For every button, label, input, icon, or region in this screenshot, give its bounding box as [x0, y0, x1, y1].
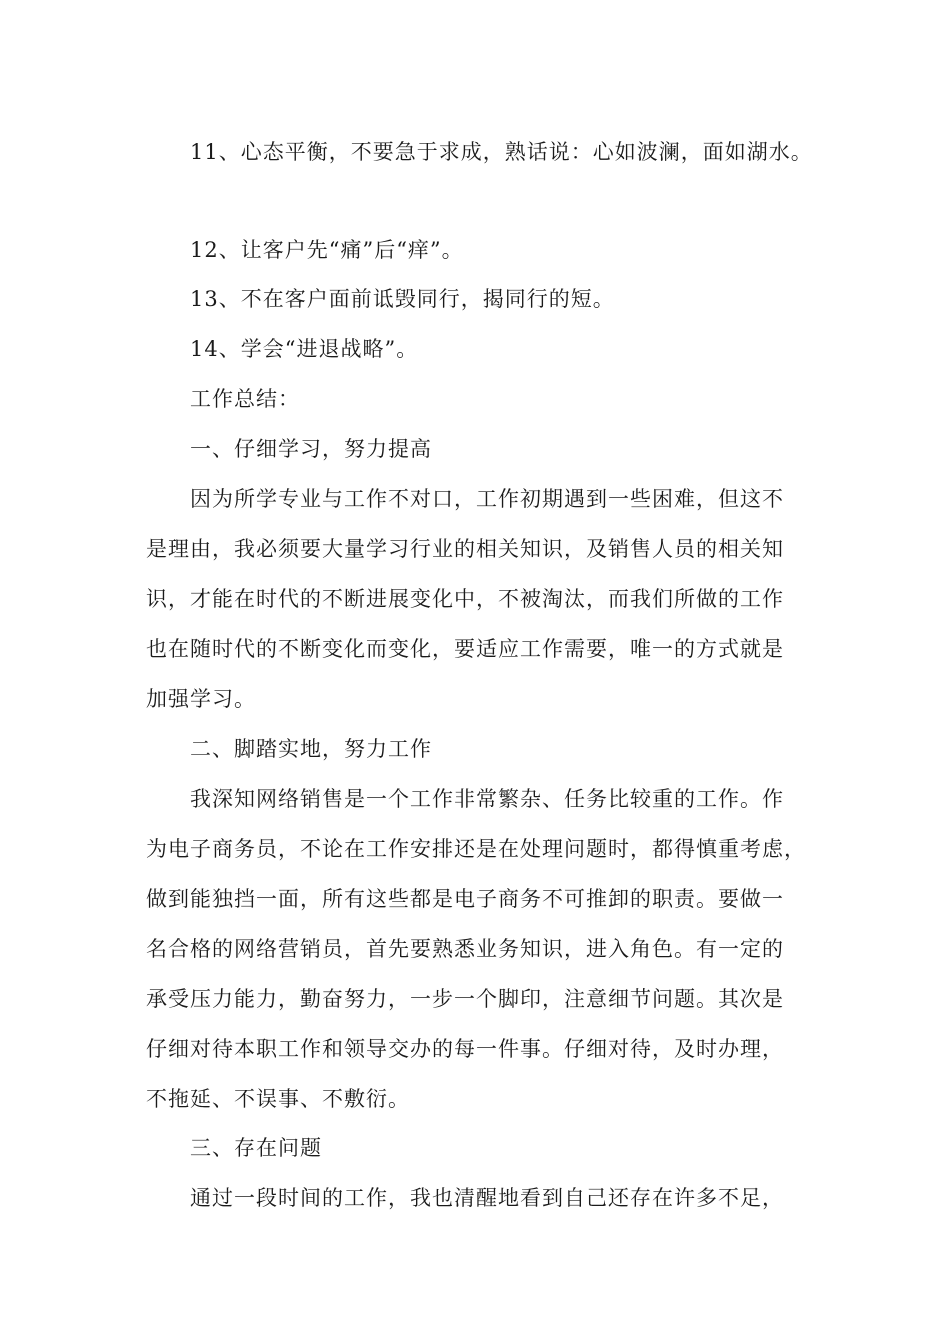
- section-heading-2: 二、脚踏实地，努力工作: [190, 737, 432, 761]
- paragraph-line: 名合格的网络营销员，首先要熟悉业务知识，进入角色。有一定的: [146, 937, 784, 961]
- list-item-13: 13、不在客户面前诋毁同行，揭同行的短。: [190, 287, 615, 311]
- paragraph-line: 为电子商务员，不论在工作安排还是在处理问题时，都得慎重考虑，: [146, 837, 806, 861]
- paragraph-line: 是理由，我必须要大量学习行业的相关知识，及销售人员的相关知: [146, 537, 784, 561]
- paragraph-line: 不拖延、不误事、不敷衍。: [146, 1087, 410, 1111]
- section-heading-3: 三、存在问题: [190, 1136, 322, 1160]
- paragraph-line: 通过一段时间的工作，我也清醒地看到自己还存在许多不足，: [190, 1186, 784, 1210]
- list-item-12: 12、让客户先“痛”后“痒”。: [190, 238, 464, 262]
- paragraph-line: 也在随时代的不断变化而变化，要适应工作需要，唯一的方式就是: [146, 637, 784, 661]
- list-item-14: 14、学会“进退战略”。: [190, 337, 419, 361]
- section-heading-1: 一、仔细学习，努力提高: [190, 437, 432, 461]
- paragraph-line: 承受压力能力，勤奋努力，一步一个脚印，注意细节问题。其次是: [146, 987, 784, 1011]
- paragraph-line: 因为所学专业与工作不对口，工作初期遇到一些困难，但这不: [190, 487, 784, 511]
- paragraph-line: 做到能独挡一面，所有这些都是电子商务不可推卸的职责。要做一: [146, 887, 784, 911]
- section-heading-summary: 工作总结：: [190, 387, 300, 411]
- paragraph-line: 识，才能在时代的不断进展变化中，不被淘汰，而我们所做的工作: [146, 587, 784, 611]
- paragraph-line: 加强学习。: [146, 687, 256, 711]
- paragraph-line: 我深知网络销售是一个工作非常繁杂、任务比较重的工作。作: [190, 787, 784, 811]
- paragraph-line: 仔细对待本职工作和领导交办的每一件事。仔细对待，及时办理，: [146, 1037, 784, 1061]
- list-item-11: 11、心态平衡，不要急于求成，熟话说：心如波澜，面如湖水。: [190, 140, 813, 164]
